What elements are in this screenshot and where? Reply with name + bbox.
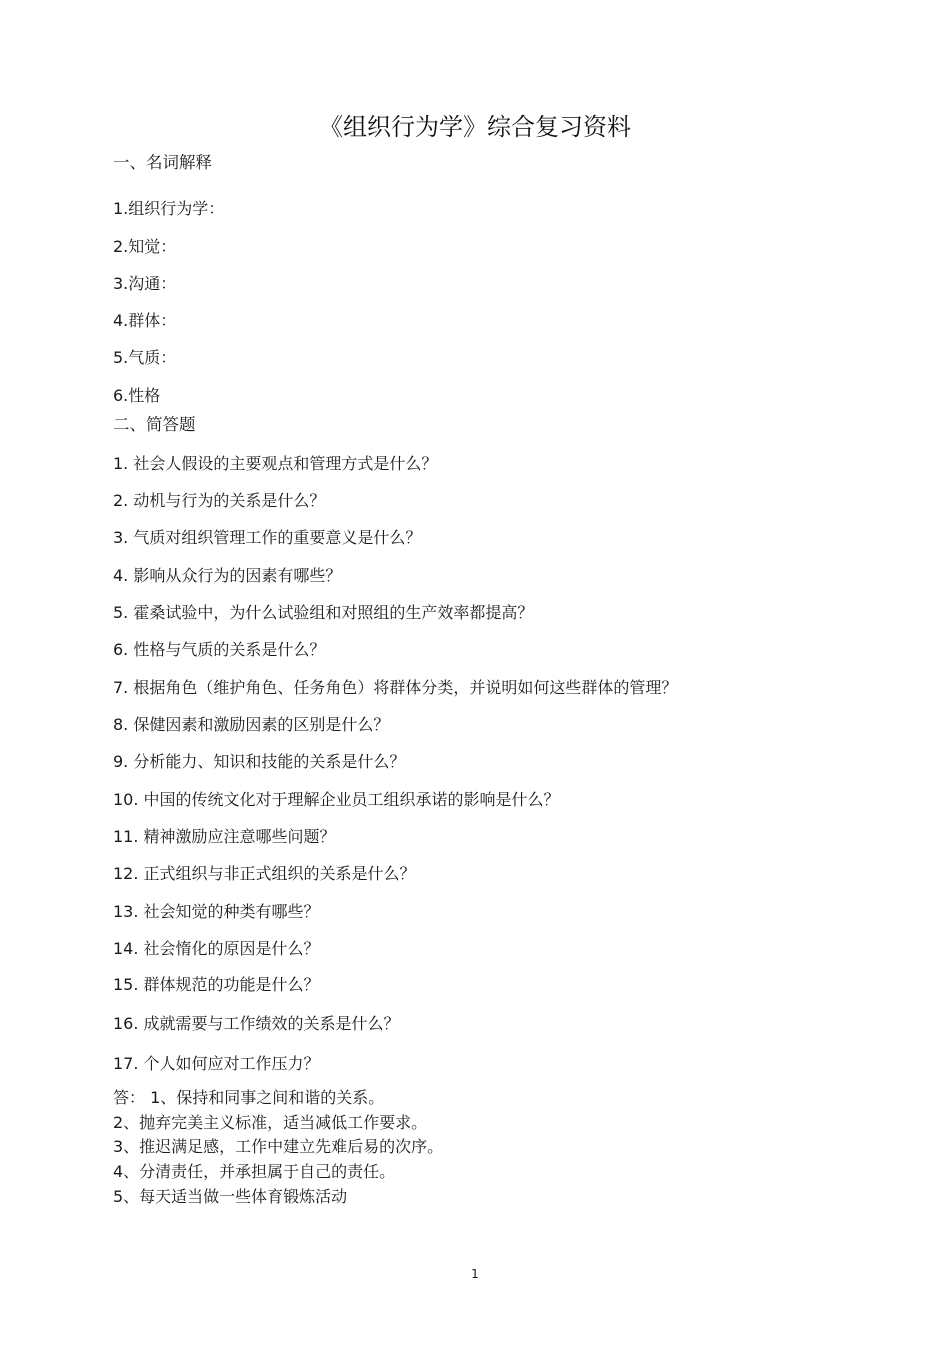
definition-item: 2.知觉： xyxy=(113,237,177,256)
page-number: 1 xyxy=(471,1267,479,1281)
answer-line: 答： 1、保持和同事之间和谐的关系。 xyxy=(113,1088,385,1107)
section-heading-definitions: 一、名词解释 xyxy=(113,153,212,172)
answer-line: 5、每天适当做一些体育锻炼活动 xyxy=(113,1187,348,1206)
question-item: 11. 精神激励应注意哪些问题？ xyxy=(113,827,336,846)
document-title: 《组织行为学》综合复习资料 xyxy=(319,113,631,141)
section-heading-short-answer: 二、简答题 xyxy=(113,415,196,434)
definition-item: 5.气质： xyxy=(113,348,177,367)
definition-item: 4.群体： xyxy=(113,311,177,330)
question-item: 6. 性格与气质的关系是什么？ xyxy=(113,640,326,659)
question-item: 15. 群体规范的功能是什么？ xyxy=(113,975,320,994)
question-item: 2. 动机与行为的关系是什么？ xyxy=(113,491,326,510)
question-item: 10. 中国的传统文化对于理解企业员工组织承诺的影响是什么？ xyxy=(113,790,560,809)
answer-line: 3、推迟满足感，工作中建立先难后易的次序。 xyxy=(113,1137,444,1156)
answer-line: 4、分清责任，并承担属于自己的责任。 xyxy=(113,1162,396,1181)
answer-line: 2、抛弃完美主义标准，适当减低工作要求。 xyxy=(113,1113,428,1132)
question-item: 13. 社会知觉的种类有哪些？ xyxy=(113,902,320,921)
question-item: 14. 社会惰化的原因是什么？ xyxy=(113,939,320,958)
question-item: 16. 成就需要与工作绩效的关系是什么？ xyxy=(113,1014,400,1033)
question-item: 7. 根据角色（维护角色、任务角色）将群体分类，并说明如何这些群体的管理？ xyxy=(113,678,678,697)
definition-item: 1.组织行为学： xyxy=(113,199,225,218)
question-item: 12. 正式组织与非正式组织的关系是什么？ xyxy=(113,864,416,883)
question-item: 9. 分析能力、知识和技能的关系是什么？ xyxy=(113,752,406,771)
question-item: 3. 气质对组织管理工作的重要意义是什么？ xyxy=(113,528,422,547)
question-item: 17. 个人如何应对工作压力？ xyxy=(113,1054,320,1073)
question-item: 4. 影响从众行为的因素有哪些？ xyxy=(113,566,342,585)
definition-item: 3.沟通： xyxy=(113,274,177,293)
question-item: 8. 保健因素和激励因素的区别是什么？ xyxy=(113,715,390,734)
question-item: 5. 霍桑试验中，为什么试验组和对照组的生产效率都提高？ xyxy=(113,603,534,622)
question-item: 1. 社会人假设的主要观点和管理方式是什么？ xyxy=(113,454,438,473)
definition-item: 6.性格 xyxy=(113,386,161,405)
